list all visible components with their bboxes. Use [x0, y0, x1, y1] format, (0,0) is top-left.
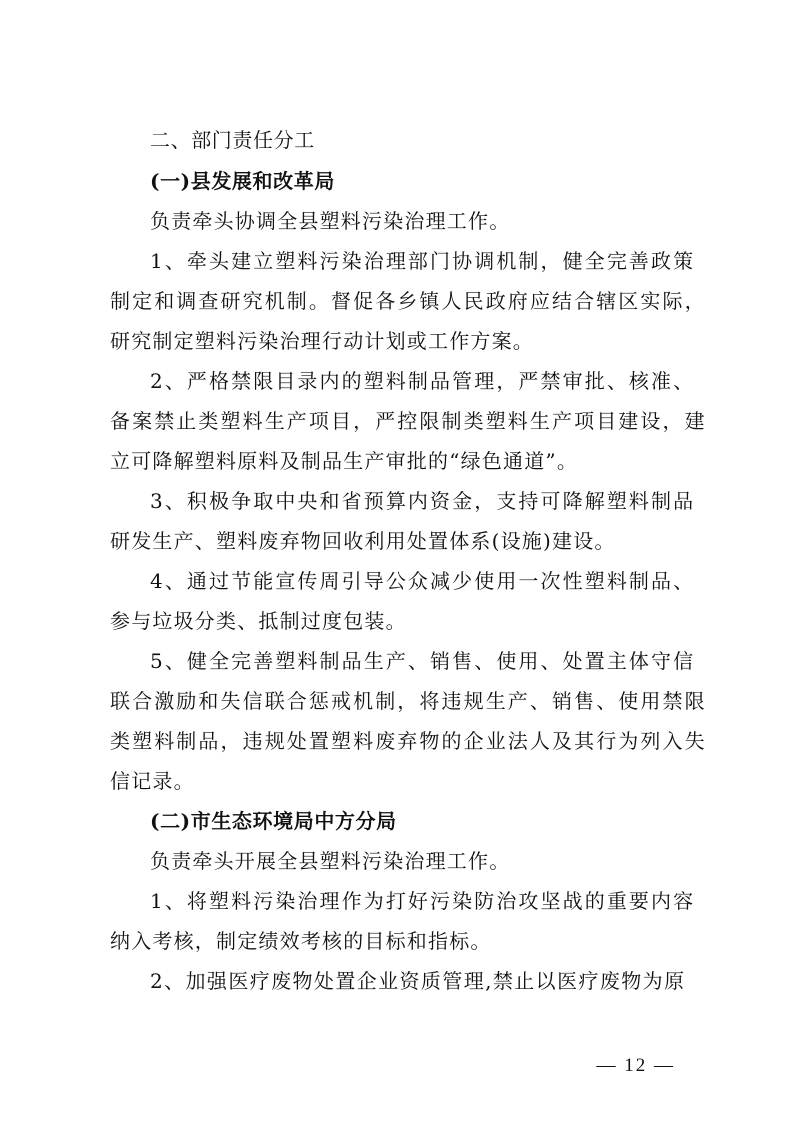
paragraph-line: 纳入考核，制定绩效考核的目标和指标。 [110, 929, 492, 953]
paragraph-line: 3、积极争取中央和省预算内资金，支持可降解塑料制品 [150, 489, 696, 513]
paragraph-line: 1、将塑料污染治理作为打好污染防治攻坚战的重要内容 [150, 889, 696, 913]
subsection-heading-1: (一)县发展和改革局 [150, 169, 335, 193]
paragraph-line: 5、健全完善塑料制品生产、销售、使用、处置主体守信 [150, 649, 696, 673]
section-heading: 二、部门责任分工 [150, 128, 315, 152]
paragraph-intro-1: 负责牵头协调全县塑料污染治理工作。 [150, 209, 511, 233]
paragraph-line: 联合激励和失信联合惩戒机制，将违规生产、销售、使用禁限 [110, 689, 707, 713]
paragraph-line: 1、牵头建立塑料污染治理部门协调机制，健全完善政策 [150, 249, 696, 273]
paragraph-line: 类塑料制品，违规处置塑料废弃物的企业法人及其行为列入失 [110, 729, 707, 753]
paragraph-line: 立可降解塑料原料及制品生产审批的“绿色通道”。 [110, 449, 579, 473]
paragraph-line: 研发生产、塑料废弃物回收利用处置体系(设施)建设。 [110, 529, 616, 553]
paragraph-line: 信记录。 [110, 769, 195, 793]
paragraph-line: 2、严格禁限目录内的塑料制品管理，严禁审批、核准、 [150, 369, 696, 393]
paragraph-line: 制定和调查研究机制。督促各乡镇人民政府应结合辖区实际， [110, 289, 707, 313]
paragraph-line: 研究制定塑料污染治理行动计划或工作方案。 [110, 329, 534, 353]
paragraph-line: 2、加强医疗废物处置企业资质管理,禁止以医疗废物为原 [150, 969, 686, 993]
paragraph-line: 参与垃圾分类、抵制过度包装。 [110, 609, 407, 633]
subsection-heading-2: (二)市生态环境局中方分局 [150, 809, 397, 833]
page-number: — 12 — [596, 1055, 675, 1076]
paragraph-intro-2: 负责牵头开展全县塑料污染治理工作。 [150, 849, 511, 873]
paragraph-line: 备案禁止类塑料生产项目，严控限制类塑料生产项目建设，建 [110, 409, 707, 433]
paragraph-line: 4、通过节能宣传周引导公众减少使用一次性塑料制品、 [150, 569, 696, 593]
